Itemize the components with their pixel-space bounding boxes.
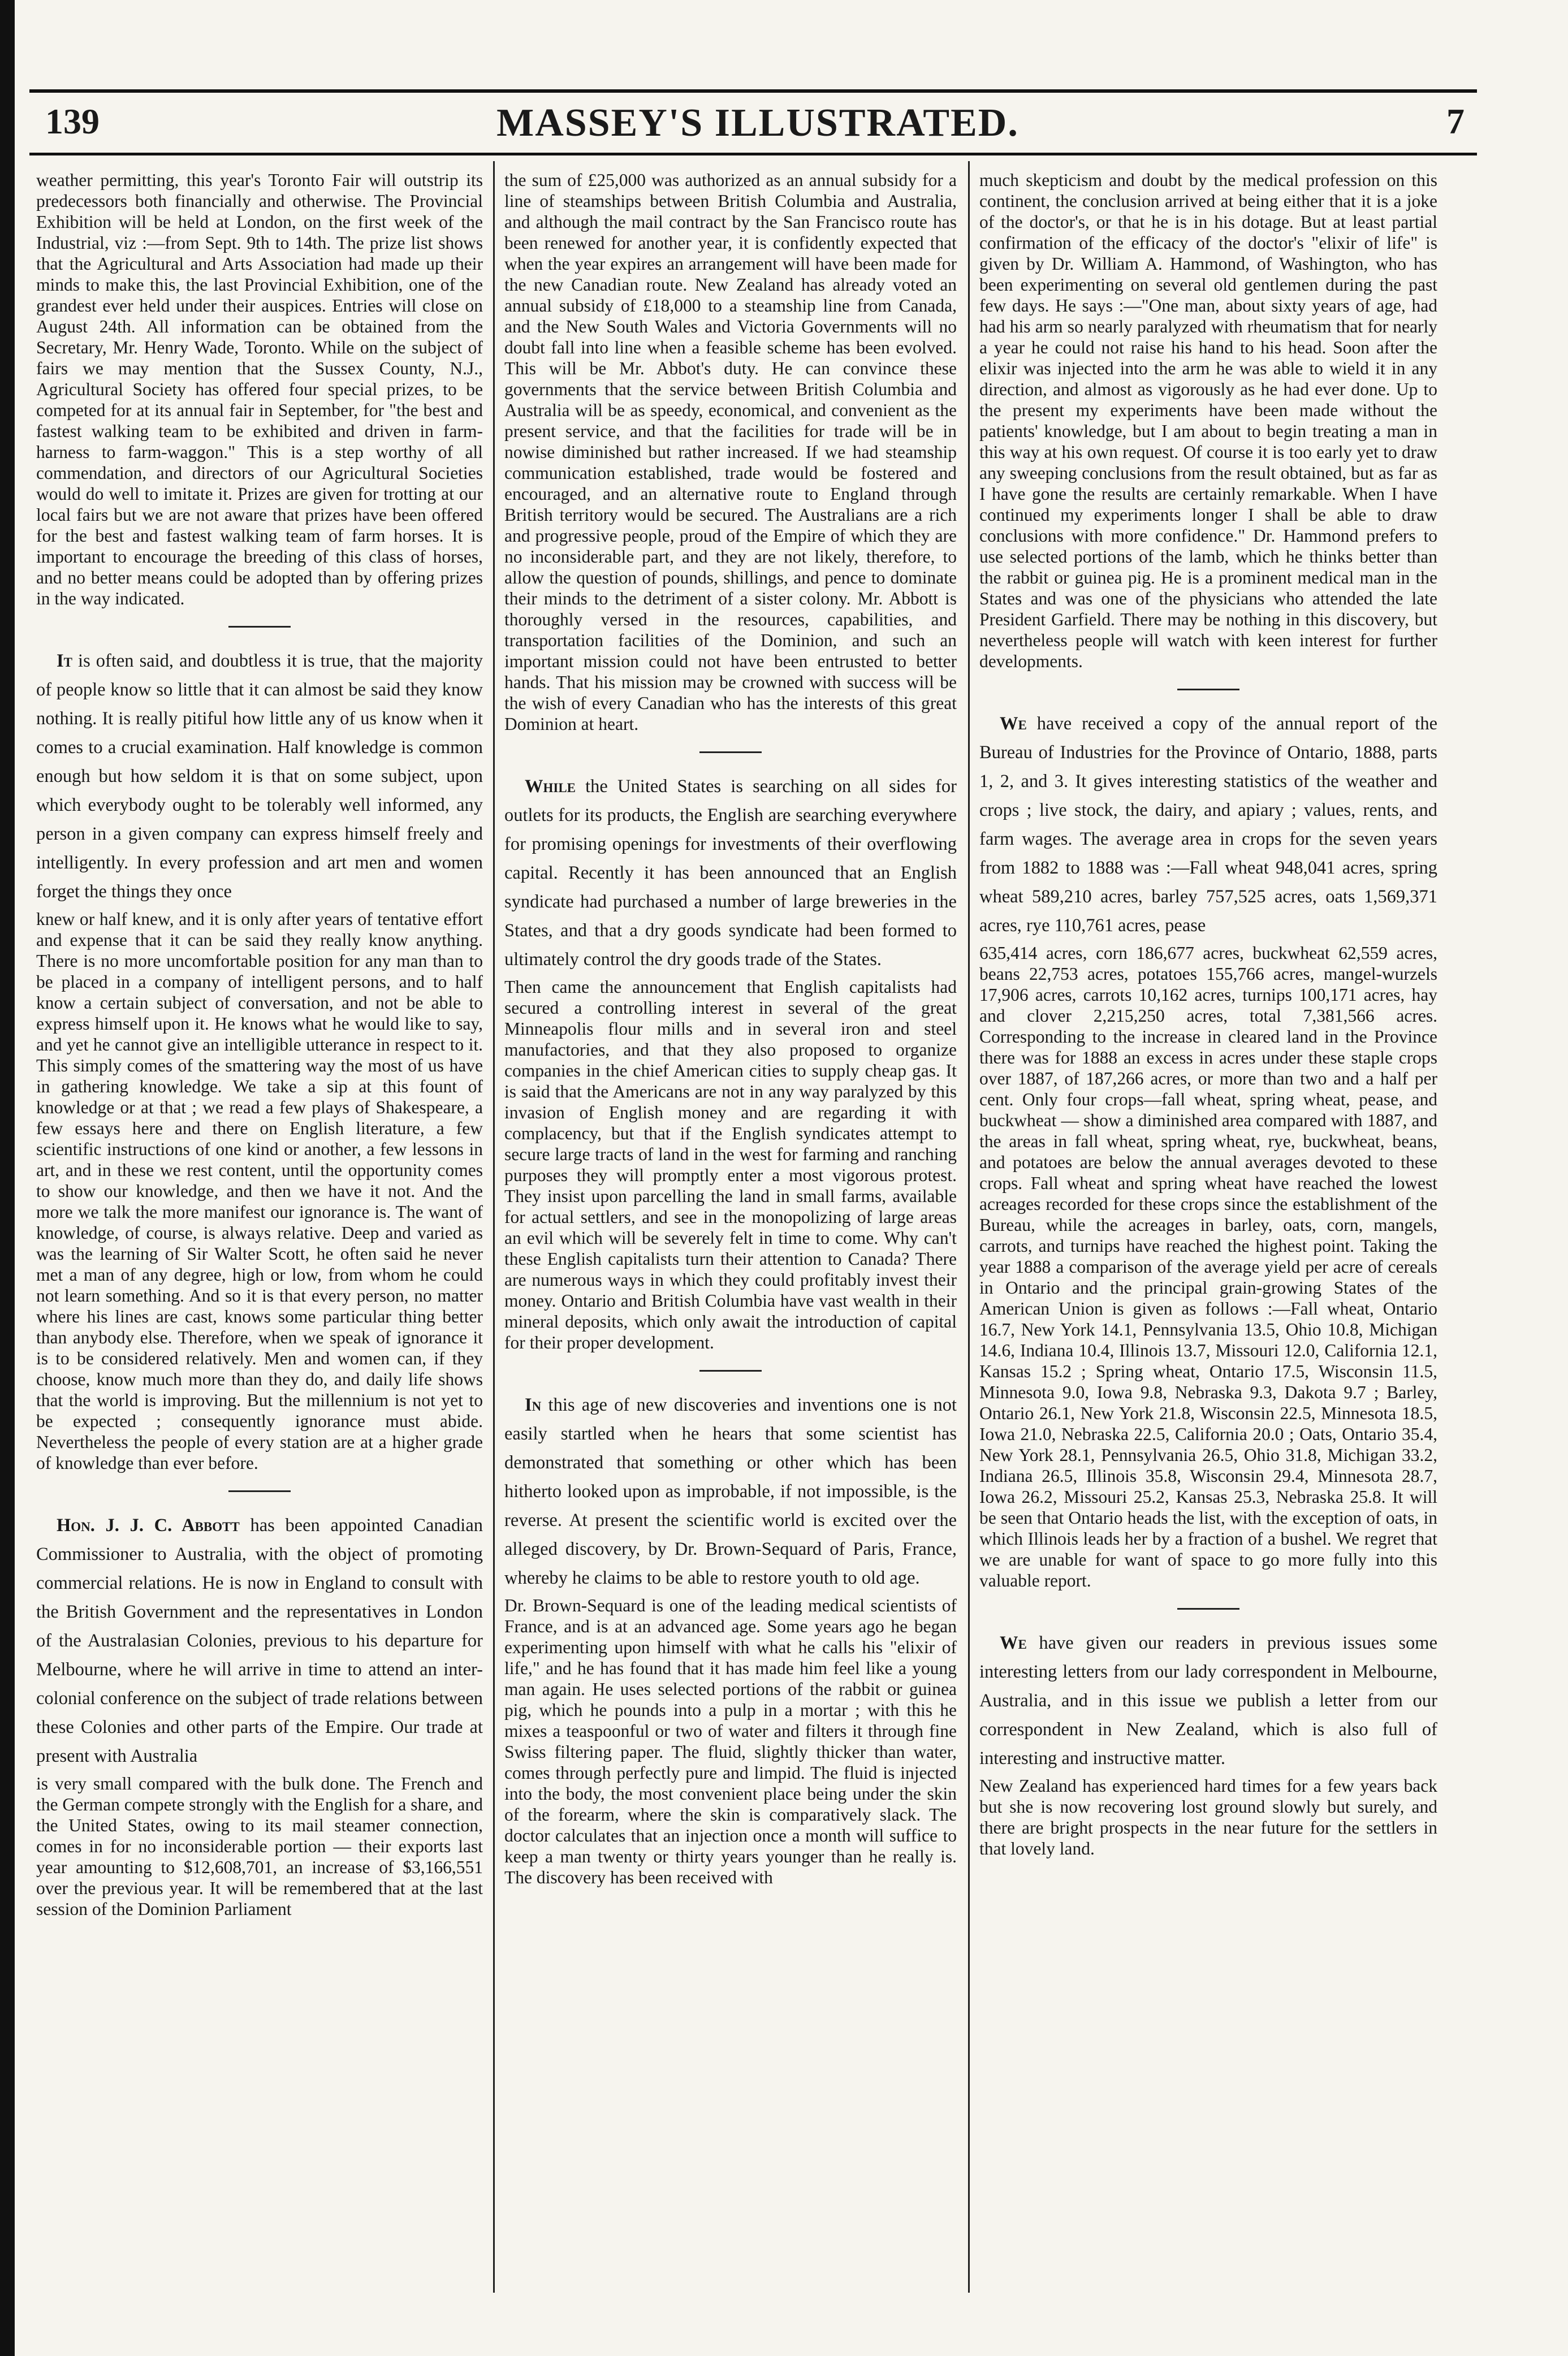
header-rule bbox=[29, 153, 1477, 155]
article-separator bbox=[699, 751, 762, 753]
page-number-left: 139 bbox=[45, 101, 100, 141]
article-new-zealand-intro bbox=[979, 1629, 1437, 1773]
article-english-capital-intro bbox=[504, 772, 957, 974]
top-rule bbox=[29, 89, 1477, 93]
drop-word: In bbox=[525, 1395, 542, 1415]
article-text: is often said, and doubtless it is true, that the majority of people know so little that it can almost be said they know nothing. It is really pitiful how little any of us know when it comes to a crucial examination. Half knowledge is common enough but how seldom it is that on some subject, upon which everybody ought to be tolerably well informed, any person in a given company can express himself freely and intelligently. In every profession and art men and women forget the things they once bbox=[36, 651, 483, 902]
article-separator bbox=[1177, 689, 1239, 690]
drop-word: It bbox=[57, 651, 72, 671]
article-text: have received a copy of the annual report of the Bureau of Industries for the Province of Ontario, 1888, parts 1, 2, and 3. It gives interesting statistics of the weather and crops ; live stock, the dairy, and apiary ; values, rents, and farm wages. The average area in crops for the seven years from 1882 to 1888 was :—Fall wheat 948,041 acres, spring wheat 589,210 acres, barley 757,525 acres, oats 1,569,371 acres, rye 110,761 acres, pease bbox=[979, 714, 1437, 936]
article-separator bbox=[228, 1490, 291, 1492]
article-bureau-intro bbox=[979, 710, 1437, 940]
column-3 bbox=[979, 170, 1437, 2273]
article-new-zealand-body: New Zealand has experienced hard times for a few years back but she is now recovering lost ground slowly but surely, and there are bright prospects in the near future for the settlers in that lovely land. bbox=[979, 1776, 1437, 1858]
column-divider bbox=[493, 161, 495, 2293]
article-text: has been appointed Canadian Commissioner to Australia, with the object of promoting commercial relations. He is now in England to consult with the British Government and the representatives in London of the Australasian Colonies, previous to his departure for Melbourne, where he will arrive in time to attend an inter-colonial conference on the subject of trade relations between these Colonies and other parts of the Empire. Our trade at present with Australia bbox=[36, 1515, 483, 1766]
drop-word: We bbox=[1000, 714, 1027, 734]
article-separator bbox=[1177, 1608, 1239, 1610]
article-elixir-body: Dr. Brown-Sequard is one of the leading medical scientists of France, and is at an advanced age. Some years ago he began experimenting upon himself with what he calls his "elixir of life," and he has found that it has made him feel like a young man again. He uses selected portions of the rabbit or guinea pig, which he pounds into a pulp in a mortar ; with this he mixes a teaspoonful or two of water and filters it through fine Swiss filtering paper. The fluid, slightly thicker than water, comes through perfectly pure and limpid. The fluid is injected into the body, the most convenient place being under the skin of the forearm, where the skin is comparatively slack. The doctor calculates that an injection once a month will suffice to keep a man twenty or thirty years younger than he really is. The discovery has been received with bbox=[504, 1596, 957, 1887]
binding-edge bbox=[0, 0, 15, 2356]
drop-word: We bbox=[1000, 1633, 1027, 1653]
article-knowledge-intro bbox=[36, 647, 483, 906]
article-text: have given our readers in previous issues some interesting letters from our lady correspondent in Melbourne, Australia, and in this issue we publish a letter from our correspondent in New Zealand, which is also full of interesting and instructive matter. bbox=[979, 1633, 1437, 1769]
article-separator bbox=[228, 626, 291, 628]
article-text: this age of new discoveries and inventions one is not easily startled when he hears that some scientist has demonstrated that something or other which has been hitherto looked upon as improbable, if not impossible, is the reverse. At present the scientific world is excited over the alleged discovery, by Dr. Brown-Sequard of Paris, France, whereby he claims to be able to restore youth to old age. bbox=[504, 1395, 957, 1588]
article-steamships: the sum of £25,000 was authorized as an annual subsidy for a line of steamships between British Columbia and Australia, and although the mail contract by the San Francisco route has been renewed for another year, it is confidently expected that when the year expires an arrangement will have been made for the new Canadian route. New Zealand has already voted an annual subsidy of £18,000 to a steamship line from Canada, and the New South Wales and Victoria Governments will no doubt fall into line when a feasible scheme has been evolved. This will be Mr. Abbot's duty. He can convince these governments that the service between British Columbia and Australia will be as speedy, economical, and convenient as the present service, and that the facilities for trade will be in nowise diminished but rather increased. If we had steamship communication established, trade would be fostered and encouraged, and an alternative route to England through British territory would be secured. The Australians are a rich and progressive people, proud of the Empire of which they are no inconsiderable part, and they are not likely, therefore, to allow the question of pounds, shillings, and pence to dominate their minds to the detriment of a sister colony. Mr. Abbott is thoroughly versed in the resources, capabilities, and transportation facilities of the Dominion, and such an important mission could not have been entrusted to better hands. That his mission may be crowned with success will be the wish of every Canadian who has the interests of this great Dominion at heart. bbox=[504, 170, 957, 734]
page-header bbox=[45, 101, 1470, 168]
article-text: the United States is searching on all sides for outlets for its products, the English are searching everywhere for promising openings for investments of their overflowing capital. Recently it has been announced that an English syndicate had purchased a number of large breweries in the States, and that a dry goods syndicate had been formed to ultimately control the dry goods trade of the States. bbox=[504, 776, 957, 970]
article-english-capital-body: Then came the announcement that English capitalists had secured a controlling interest in several of the great Minneapolis flour mills and in several iron and steel manufactories, and that they also proposed to organize companies in the chief American cities to supply cheap gas. It is said that the Americans are not in any way paralyzed by this invasion of English money and are regarding it with complacency, but that if the English syndicates attempt to secure large tracts of land in the west for farming and ranching purposes they will promptly enter a most vigorous protest. They insist upon parcelling the land in small farms, available for actual settlers, and see in the monopolizing of large areas an evil which will be severely felt in time to come. Why can't these English capitalists turn their attention to Canada? There are numerous ways in which they could profitably invest their money. Ontario and British Columbia have vast wealth in their mineral deposits, which only await the introduction of capital for their proper development. bbox=[504, 977, 957, 1352]
article-fairs: weather permitting, this year's Toronto Fair will outstrip its predecessors both financially and otherwise. The Provincial Exhibition will be held at London, on the first week of the Industrial, viz :—from Sept. 9th to 14th. The prize list shows that the Agricultural and Arts Association had made up their minds to make this, the last Provincial Exhibition, one of the grandest ever held under their auspices. Entries will close on August 24th. All information can be obtained from the Secretary, Mr. Henry Wade, Toronto. While on the subject of fairs we may mention that the Sussex County, N.J., Agricultural Society has offered four special prizes, to be competed for at its annual fair in September, for "the best and fastest walking team to be exhibited and driven in farm-harness to farm-waggon." This is a step worthy of all commendation, and directors of our Agricultural Societies would do well to imitate it. Prizes are given for trotting at our local fairs but we are not aware that prizes have been offered for the best and fastest walking team of farm horses. It is important to encourage the breeding of this class of horses, and no better means could be adopted than by offering prizes in the way indicated. bbox=[36, 170, 483, 608]
page-title: MASSEY'S ILLUSTRATED. bbox=[496, 101, 1019, 145]
column-divider bbox=[968, 161, 970, 2293]
article-abbott-body: is very small compared with the bulk done. The French and the German compete strongly with the English for a share, and the United States, owing to its mail steamer connection, comes in for no inconsiderable portion — their exports last year amounting to $12,608,701, an increase of $3,166,551 over the previous year. It will be remembered that at the last session of the Dominion Parliament bbox=[36, 1774, 483, 1919]
article-abbott-intro bbox=[36, 1511, 483, 1771]
drop-word: Hon. J. J. C. Abbott bbox=[57, 1515, 240, 1536]
drop-word: While bbox=[525, 776, 576, 797]
article-elixir-continued: much skepticism and doubt by the medical profession on this continent, the conclusion arrived at being either that it is a joke of the doctor's, or that he is in his dotage. But at least partial confirmation of the efficacy of the doctor's "elixir of life" is given by Dr. William A. Hammond, of Washington, who has been experimenting on several old gentlemen during the past few days. He says :—"One man, about sixty years of age, had had his arm so nearly paralyzed with rheumatism that for nearly a year he could not raise his hand to his head. Soon after the elixir was injected into the arm he was able to wield it in any direction, and almost as vigorously as he had ever done. Up to the present my experiments have been made without the patients' knowledge, but I am about to begin treating a man in this way at his own request. Of course it is too early yet to draw any sweeping conclusions from the result obtained, but as far as I have gone the results are certainly remarkable. When I have continued my experiments longer I shall be able to draw conclusions with more confidence." Dr. Hammond prefers to use selected portions of the lamb, which he thinks better than the rabbit or guinea pig. He is a prominent medical man in the States and was one of the physicians who attended the late President Garfield. There may be nothing in this discovery, but nevertheless people will watch with keen interest for further developments. bbox=[979, 170, 1437, 671]
column-2 bbox=[504, 170, 957, 2273]
article-bureau-body: 635,414 acres, corn 186,677 acres, buckwheat 62,559 acres, beans 22,753 acres, potatoes 155,766 acres, mangel-wurzels 17,906 acres, carrots 10,162 acres, turnips 100,171 acres, hay and clover 2,215,250 acres, total 7,381,566 acres. Corresponding to the increase in cleared land in the Province there was for 1888 an excess in acres under these staple crops over 1887, of 187,266 acres, or more than two and a half per cent. Only four crops—fall wheat, spring wheat, pease, and buckwheat — show a diminished area compared with 1887, and the areas in fall wheat, spring wheat, rye, buckwheat, beans, and potatoes are below the annual averages devoted to these crops. Fall wheat and spring wheat have reached the lowest acreages recorded for these crops since the establishment of the Bureau, while the acreages in barley, oats, corn, mangels, carrots, and turnips have reached the highest point. Taking the year 1888 a comparison of the average yield per acre of cereals in Ontario and the principal grain-growing States of the American Union is given as follows :—Fall wheat, Ontario 16.7, New York 14.1, Pennsylvania 13.5, Ohio 10.8, Michigan 14.6, Indiana 10.4, Illinois 13.7, Missouri 12.0, California 12.1, Kansas 15.2 ; Spring wheat, Ontario 17.5, Wisconsin 11.5, Minnesota 9.0, Iowa 9.8, Nebraska 9.3, Dakota 9.7 ; Barley, Ontario 26.1, New York 21.8, Wisconsin 22.5, Minnesota 18.5, Iowa 21.0, Nebraska 22.5, California 20.0 ; Oats, Ontario 35.4, New York 28.1, Pennsylvania 26.5, Ohio 31.8, Michigan 33.2, Indiana 26.5, Illinois 35.8, Wisconsin 29.4, Minnesota 28.7, Iowa 26.2, Missouri 25.2, Kansas 25.3, Nebraska 25.8. It will be seen that Ontario heads the list, with the exception of oats, in which Illinois leads her by a fraction of a bushel. We regret that we are unable for want of space to go more fully into this valuable report. bbox=[979, 943, 1437, 1590]
article-elixir-intro bbox=[504, 1391, 957, 1593]
column-1 bbox=[36, 170, 483, 2273]
article-knowledge-body: knew or half knew, and it is only after years of tentative effort and expense that it can be said they really know anything. There is no more uncomfortable position for any man than to be placed in a company of intelligent persons, and to half know a certain subject of conversation, and not be able to express himself upon it. He knows what he would like to say, and yet he cannot give an intelligible utterance in respect to it. This simply comes of the smattering way the most of us have in gathering knowledge. We take a sip at this fount of knowledge or at that ; we read a few plays of Shakespeare, a few essays here and there on English literature, a few scientific instructions of one kind or another, a few lessons in art, and in these we rest content, until the opportunity comes to show our knowledge, and then we have it not. And the more we talk the more manifest our ignorance is. The want of knowledge, of course, is always relative. Deep and varied as was the learning of Sir Walter Scott, he often said he never met a man of any degree, high or low, from whom he could not learn something. And so it is that every person, no matter where his lines are cast, knows some particular thing better than anybody else. Therefore, when we speak of ignorance it is to be considered relatively. Men and women can, if they choose, know much more than they do, and daily life shows that the world is improving. But the millennium is not yet to be expected ; consequently ignorance must abide. Nevertheless the people of every station are at a higher grade of knowledge than ever before. bbox=[36, 909, 483, 1473]
article-separator bbox=[699, 1370, 762, 1372]
page-number-right: 7 bbox=[1446, 101, 1465, 141]
